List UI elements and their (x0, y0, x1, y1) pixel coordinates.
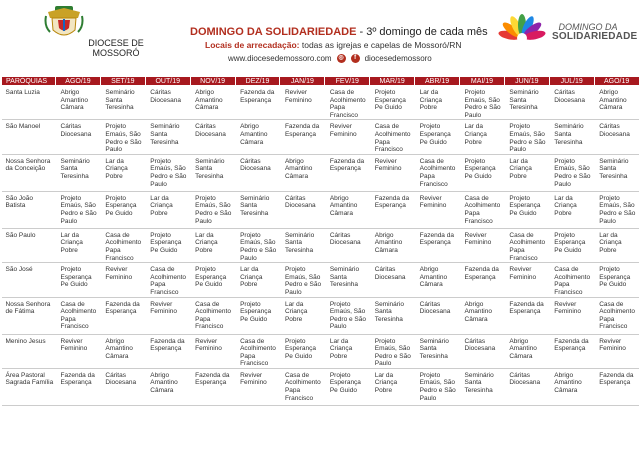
schedule-cell: Projeto Emaús, São Pedro e São Paulo (145, 154, 190, 191)
schedule-cell: Reviver Feminino (549, 297, 594, 334)
diocese-name: DIOCESE DE MOSSORÓ (88, 38, 144, 58)
schedule-cell: Lar da Criança Pobre (56, 228, 101, 262)
month-header: AGO/19 (56, 77, 101, 86)
schedule-cell: Seminário Santa Teresinha (370, 297, 415, 334)
parish-name: Nossa Senhora de Fátima (2, 297, 56, 334)
month-header: NOV/19 (190, 77, 235, 86)
logo-line-1: DOMINGO DA (558, 22, 618, 32)
schedule-cell: Lar da Criança Pobre (594, 228, 639, 262)
schedule-cell: Abrigo Amantino Câmara (325, 191, 370, 228)
logo-line-2: SOLIDARIEDADE (552, 31, 638, 42)
schedule-cell: Projeto Esperança Pe Guido (460, 154, 505, 191)
table-row (2, 263, 640, 297)
schedule-cell: Casa de Acolhimento Papa Francisco (460, 191, 505, 228)
locais-label: Locais de arrecadação: (205, 40, 300, 50)
table-row (2, 86, 640, 120)
schedule-cell: Cáritas Diocesana (280, 191, 325, 228)
schedule-cell: Projeto Esperança Pe Guido (594, 263, 639, 297)
month-header: DEZ/19 (235, 77, 280, 86)
schedule-cell: Casa de Acolhimento Papa Francisco (56, 297, 101, 334)
schedule-cell: Seminário Santa Teresinha (280, 228, 325, 262)
schedule-cell: Projeto Esperança Pe Guido (145, 228, 190, 262)
instagram-icon: ◎ (338, 55, 344, 61)
schedule-cell: Projeto Emaús, São Pedro e São Paulo (235, 228, 280, 262)
month-header: JUN/19 (504, 77, 549, 86)
schedule-cell: Lar da Criança Pobre (325, 334, 370, 368)
schedule-cell: Fazenda da Esperança (370, 191, 415, 228)
schedule-cell: Reviver Feminino (460, 228, 505, 262)
schedule-cell: Seminário Santa Teresinha (594, 154, 639, 191)
schedule-cell: Cáritas Diocesana (145, 86, 190, 120)
schedule-cell: Casa de Acolhimento Papa Francisco (280, 368, 325, 405)
schedule-cell: Reviver Feminino (504, 263, 549, 297)
schedule-cell: Reviver Feminino (235, 368, 280, 405)
page-title (190, 26, 488, 38)
schedule-cell: Seminário Santa Teresinha (415, 334, 460, 368)
title-rest: - 3º domingo de cada mês (356, 26, 488, 38)
parish-name: Menino Jesus (2, 334, 56, 368)
solidarity-logo-text (552, 22, 638, 42)
column-header-parishes: PARÓQUIAS (2, 77, 56, 86)
schedule-cell: Casa de Acolhimento Papa Francisco (190, 297, 235, 334)
schedule-cell: Cáritas Diocesana (549, 86, 594, 120)
schedule-cell: Lar da Criança Pobre (370, 368, 415, 405)
website-text: www.diocesedemossoro.com (228, 54, 332, 63)
schedule-cell: Casa de Acolhimento Papa Francisco (100, 228, 145, 262)
schedule-cell: Fazenda da Esperança (145, 334, 190, 368)
schedule-cell: Projeto Emaús, São Pedro e São Paulo (370, 334, 415, 368)
schedule-cell: Lar da Criança Pobre (504, 154, 549, 191)
schedule-cell: Fazenda da Esperança (504, 297, 549, 334)
schedule-cell: Reviver Feminino (145, 297, 190, 334)
table-row (2, 120, 640, 154)
schedule-cell: Projeto Esperança Pe Guido (370, 86, 415, 120)
social-handle: diocesedemossoro (364, 54, 432, 63)
schedule-cell: Abrigo Amantino Câmara (370, 228, 415, 262)
month-header: AGO/19 (594, 77, 639, 86)
contacts-line (228, 54, 432, 63)
schedule-cell: Casa de Acolhimento Papa Francisco (325, 86, 370, 120)
title-highlight: DOMINGO DA SOLIDARIEDADE (190, 26, 357, 38)
schedule-cell: Seminário Santa Teresinha (145, 120, 190, 154)
schedule-cell: Fazenda da Esperança (235, 86, 280, 120)
schedule-cell: Abrigo Amantino Câmara (504, 334, 549, 368)
schedule-cell: Projeto Emaús, São Pedro e São Paulo (100, 120, 145, 154)
schedule-cell: Abrigo Amantino Câmara (415, 263, 460, 297)
schedule-cell: Cáritas Diocesana (504, 368, 549, 405)
schedule-cell: Seminário Santa Teresinha (235, 191, 280, 228)
month-header: OUT/19 (145, 77, 190, 86)
table-row (2, 154, 640, 191)
schedule-cell: Cáritas Diocesana (190, 120, 235, 154)
parish-name: Nossa Senhora da Conceição (2, 154, 56, 191)
schedule-cell: Abrigo Amantino Câmara (190, 86, 235, 120)
schedule-cell: Fazenda da Esperança (549, 334, 594, 368)
schedule-cell: Reviver Feminino (280, 86, 325, 120)
schedule-cell: Abrigo Amantino Câmara (145, 368, 190, 405)
schedule-cell: Seminário Santa Teresinha (549, 120, 594, 154)
schedule-cell: Lar da Criança Pobre (145, 191, 190, 228)
schedule-cell: Projeto Esperança Pe Guido (100, 191, 145, 228)
schedule-cell: Fazenda da Esperança (460, 263, 505, 297)
diocese-crest-logo (44, 6, 84, 40)
month-header: MAI/19 (460, 77, 505, 86)
page-header (0, 0, 640, 72)
schedule-cell: Cáritas Diocesana (460, 334, 505, 368)
table-row (2, 228, 640, 262)
table-row (2, 368, 640, 405)
schedule-body (2, 86, 640, 406)
schedule-cell: Seminário Santa Teresinha (56, 154, 101, 191)
schedule-cell: Casa de Acolhimento Papa Francisco (415, 154, 460, 191)
parish-name: São João Batista (2, 191, 56, 228)
schedule-cell: Casa de Acolhimento Papa Francisco (370, 120, 415, 154)
schedule-cell: Lar da Criança Pobre (549, 191, 594, 228)
schedule-cell: Reviver Feminino (190, 334, 235, 368)
schedule-cell: Reviver Feminino (370, 154, 415, 191)
schedule-cell: Projeto Emaús, São Pedro e São Paulo (549, 154, 594, 191)
locais-text: todas as igrejas e capelas de Mossoró/RN (299, 40, 462, 50)
schedule-cell: Cáritas Diocesana (370, 263, 415, 297)
schedule-cell: Cáritas Diocesana (235, 154, 280, 191)
schedule-cell: Abrigo Amantino Câmara (460, 297, 505, 334)
schedule-cell: Seminário Santa Teresinha (190, 154, 235, 191)
schedule-cell: Projeto Esperança Pe Guido (56, 263, 101, 297)
schedule-cell: Seminário Santa Teresinha (504, 86, 549, 120)
schedule-cell: Casa de Acolhimento Papa Francisco (145, 263, 190, 297)
table-row (2, 297, 640, 334)
collection-locations (205, 40, 462, 50)
schedule-cell: Casa de Acolhimento Papa Francisco (235, 334, 280, 368)
schedule-cell: Casa de Acolhimento Papa Francisco (504, 228, 549, 262)
schedule-cell: Seminário Santa Teresinha (460, 368, 505, 405)
schedule-cell: Projeto Esperança Pe Guido (235, 297, 280, 334)
schedule-cell: Reviver Feminino (56, 334, 101, 368)
schedule-cell: Fazenda da Esperança (100, 297, 145, 334)
schedule-cell: Cáritas Diocesana (100, 368, 145, 405)
schedule-cell: Seminário Santa Teresinha (100, 86, 145, 120)
schedule-cell: Fazenda da Esperança (594, 368, 639, 405)
schedule-cell: Seminário Santa Teresinha (325, 263, 370, 297)
schedule-cell: Abrigo Amantino Câmara (549, 368, 594, 405)
schedule-cell: Lar da Criança Pobre (460, 120, 505, 154)
table-header-row (2, 77, 640, 86)
schedule-cell: Lar da Criança Pobre (415, 86, 460, 120)
schedule-cell: Casa de Acolhimento Papa Francisco (594, 297, 639, 334)
schedule-cell: Reviver Feminino (325, 120, 370, 154)
schedule-cell: Projeto Emaús, São Pedro e São Paulo (190, 191, 235, 228)
facebook-icon: f (351, 54, 360, 63)
schedule-cell: Fazenda da Esperança (325, 154, 370, 191)
schedule-cell: Cáritas Diocesana (594, 120, 639, 154)
schedule-cell: Reviver Feminino (100, 263, 145, 297)
table-row (2, 191, 640, 228)
parish-name: Área Pastoral Sagrada Família (2, 368, 56, 405)
schedule-cell: Projeto Esperança Pe Guido (190, 263, 235, 297)
schedule-cell: Fazenda da Esperança (56, 368, 101, 405)
month-header: JUL/19 (549, 77, 594, 86)
month-header: SET/19 (100, 77, 145, 86)
schedule-cell: Projeto Emaús, São Pedro e São Paulo (56, 191, 101, 228)
schedule-cell: Cáritas Diocesana (56, 120, 101, 154)
schedule-cell: Projeto Emaús, São Pedro e São Paulo (280, 263, 325, 297)
month-header: JAN/19 (280, 77, 325, 86)
month-header: ABR/19 (415, 77, 460, 86)
schedule-cell: Casa de Acolhimento Papa Francisco (549, 263, 594, 297)
schedule-cell: Fazenda da Esperança (415, 228, 460, 262)
schedule-cell: Lar da Criança Pobre (235, 263, 280, 297)
table-row (2, 334, 640, 368)
schedule-cell: Projeto Esperança Pe Guido (504, 191, 549, 228)
schedule-cell: Abrigo Amantino Câmara (56, 86, 101, 120)
month-header: FEV/19 (325, 77, 370, 86)
parish-name: Santa Luzia (2, 86, 56, 120)
schedule-cell: Abrigo Amantino Câmara (280, 154, 325, 191)
parish-name: São José (2, 263, 56, 297)
schedule-table (1, 76, 640, 406)
month-header: MAR/19 (370, 77, 415, 86)
parish-name: São Manoel (2, 120, 56, 154)
schedule-cell: Abrigo Amantino Câmara (594, 86, 639, 120)
parish-name: São Paulo (2, 228, 56, 262)
schedule-cell: Projeto Emaús, São Pedro e São Paulo (460, 86, 505, 120)
schedule-cell: Cáritas Diocesana (325, 228, 370, 262)
schedule-cell: Projeto Emaús, São Pedro e São Paulo (594, 191, 639, 228)
schedule-cell: Cáritas Diocesana (415, 297, 460, 334)
schedule-cell: Projeto Emaús, São Pedro e São Paulo (504, 120, 549, 154)
schedule-cell: Projeto Esperança Pe Guido (549, 228, 594, 262)
schedule-cell: Reviver Feminino (594, 334, 639, 368)
solidarity-hands-logo (492, 14, 552, 58)
schedule-cell: Fazenda da Esperança (280, 120, 325, 154)
schedule-cell: Reviver Feminino (415, 191, 460, 228)
schedule-cell: Projeto Esperança Pe Guido (280, 334, 325, 368)
schedule-cell: Abrigo Amantino Câmara (100, 334, 145, 368)
schedule-cell: Projeto Emaús, São Pedro e São Paulo (415, 368, 460, 405)
schedule-cell: Projeto Esperança Pe Guido (325, 368, 370, 405)
schedule-cell: Lar da Criança Pobre (190, 228, 235, 262)
schedule-cell: Abrigo Amantino Câmara (235, 120, 280, 154)
schedule-cell: Lar da Criança Pobre (100, 154, 145, 191)
schedule-cell: Fazenda da Esperança (190, 368, 235, 405)
schedule-cell: Lar da Criança Pobre (280, 297, 325, 334)
schedule-cell: Projeto Esperança Pe Guido (415, 120, 460, 154)
schedule-cell: Projeto Emaús, São Pedro e São Paulo (325, 297, 370, 334)
